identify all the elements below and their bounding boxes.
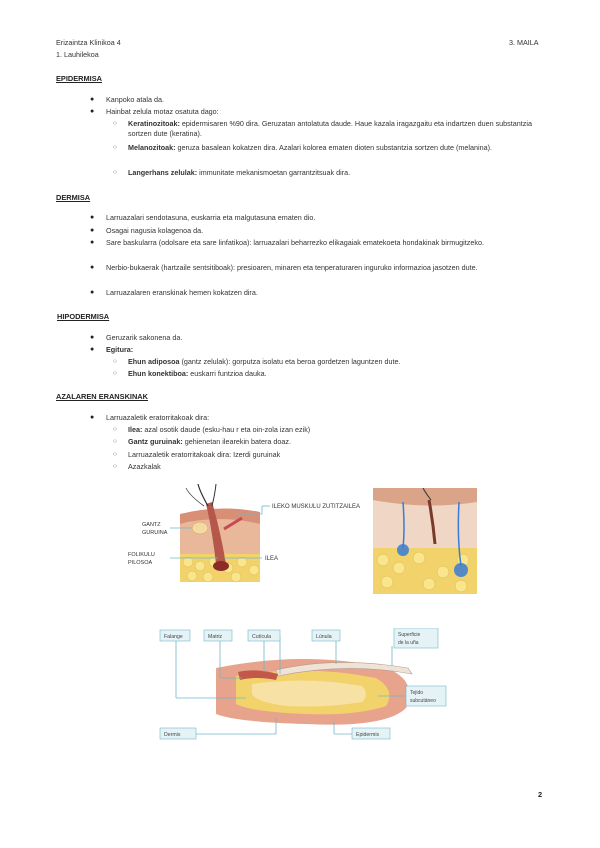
circle-bullet-icon: ○	[113, 370, 117, 377]
circle-bullet-icon: ○	[113, 358, 117, 365]
sub-list-item: Langerhans zelulak: immunitate mekanismoetan garrantzitsuak dira.	[128, 168, 351, 177]
year-label: 3. MAILA	[509, 38, 539, 47]
page-number: 2	[538, 790, 543, 799]
list-item: Sare baskularra (odolsare eta sare linfatikoa): larruazalari beharrezko elikagaiak ematekoeta hondakinak birmugitzeko.	[106, 238, 484, 247]
label-falange: Falange	[164, 634, 183, 640]
label-subcutaneo: subcutáneo	[410, 698, 436, 704]
bullet-icon: ●	[90, 96, 95, 103]
label-epidermis: Epidermis	[356, 732, 380, 738]
bullet-icon: ●	[90, 239, 95, 246]
list-item: Kanpoko atala da.	[106, 95, 164, 104]
bullet-icon: ●	[90, 264, 95, 271]
sub-list-item: Azazkalak	[128, 462, 161, 471]
sub-list-item: Ehun konektiboa: euskarri funtzioa dauka.	[128, 369, 267, 378]
label-ilea: ILEA	[265, 556, 279, 562]
label-pilosoa: PILOSOA	[128, 560, 153, 566]
list-item: Nerbio-bukaerak (hartzaile sentsitiboak): presioaren, minaren eta tenperaturaren inguruko informazioa jasotzen dute.	[106, 263, 478, 272]
bullet-icon: ●	[90, 346, 95, 353]
circle-bullet-icon: ○	[113, 451, 117, 458]
list-item: Hainbat zelula motaz osatuta dago:	[106, 107, 219, 116]
sub-list-item: Keratinozitoak: epidermisaren %90 dira. Geruzatan antolatuta daude. Haue kazala iragazgaitu eta indartzen duen substantzia sortzen dute (keratina).	[128, 119, 532, 138]
hair-follicle-figure	[120, 484, 372, 596]
sub-list-item: Gantz guruinak: gehienetan ilearekin batera doaz.	[128, 437, 292, 446]
sub-list-item: Ehun adiposoa (gantz zelulak): gorputza isolatu eta beroa gordetzen laguntzen dute.	[128, 357, 401, 366]
list-item: Osagai nagusia kolagenoa da.	[106, 226, 204, 235]
bullet-icon: ●	[90, 108, 95, 115]
label-matriz: Matriz	[208, 634, 223, 640]
section-title-dermisa: DERMISA	[56, 193, 91, 202]
circle-bullet-icon: ○	[113, 120, 117, 127]
list-item: Egitura:	[106, 345, 134, 354]
circle-bullet-icon: ○	[113, 144, 117, 151]
circle-bullet-icon: ○	[113, 438, 117, 445]
bullet-icon: ●	[90, 334, 95, 341]
label-lunula: Lúnula	[316, 634, 332, 640]
bullet-icon: ●	[90, 289, 95, 296]
label-guruina: GURUINA	[142, 530, 168, 536]
list-item: Larruazalaren eranskinak hemen kokatzen dira.	[106, 288, 258, 297]
circle-bullet-icon: ○	[113, 426, 117, 433]
circle-bullet-icon: ○	[113, 169, 117, 176]
label-dermis: Dermis	[164, 732, 181, 738]
label-folikulu: FOLIKULU	[128, 552, 155, 558]
bullet-icon: ●	[90, 414, 95, 421]
section-title-eranskinak: AZALAREN ERANSKINAK	[56, 392, 148, 401]
sub-list-item: Ilea: azal osotik daude (esku-hau r eta oin-zola izan ezik)	[128, 425, 311, 434]
bullet-icon: ●	[90, 214, 95, 221]
bullet-icon: ●	[90, 227, 95, 234]
sub-list-item: Melanozitoak: geruza basalean kokatzen dira. Azalari kolorea ematen dioten substantzia sortzen dute (melanina).	[128, 143, 492, 152]
sweat-gland-figure	[373, 488, 477, 594]
label-gantz: GANTZ	[142, 522, 161, 528]
sub-list-item: Larruazaletik eratorritakoak dira: Izerdi guruinak	[128, 450, 281, 459]
section-title-hipodermisa: HIPODERMISA	[57, 312, 110, 321]
label-cuticula: Cutícula	[252, 634, 272, 640]
list-item: Larruazalari sendotasuna, euskarria eta malgutasuna ematen dio.	[106, 213, 316, 222]
label-superficie: Superficie	[398, 632, 421, 638]
nail-figure	[156, 628, 448, 744]
course-title: Erizaintza Klinikoa 4	[56, 38, 121, 47]
list-item: Geruzarik sakonena da.	[106, 333, 183, 342]
circle-bullet-icon: ○	[113, 463, 117, 470]
section-title-epidermisa: EPIDERMISA	[56, 74, 102, 83]
list-item: Larruazaletik eratorritakoak dira:	[106, 413, 210, 422]
label-muscle: ILEKO MUSKULU ZUTITZAILEA	[272, 504, 361, 510]
semester-label: 1. Lauhilekoa	[56, 50, 99, 59]
label-de-la-una: de la uña	[398, 640, 419, 646]
label-tejido: Tejido	[410, 690, 424, 696]
